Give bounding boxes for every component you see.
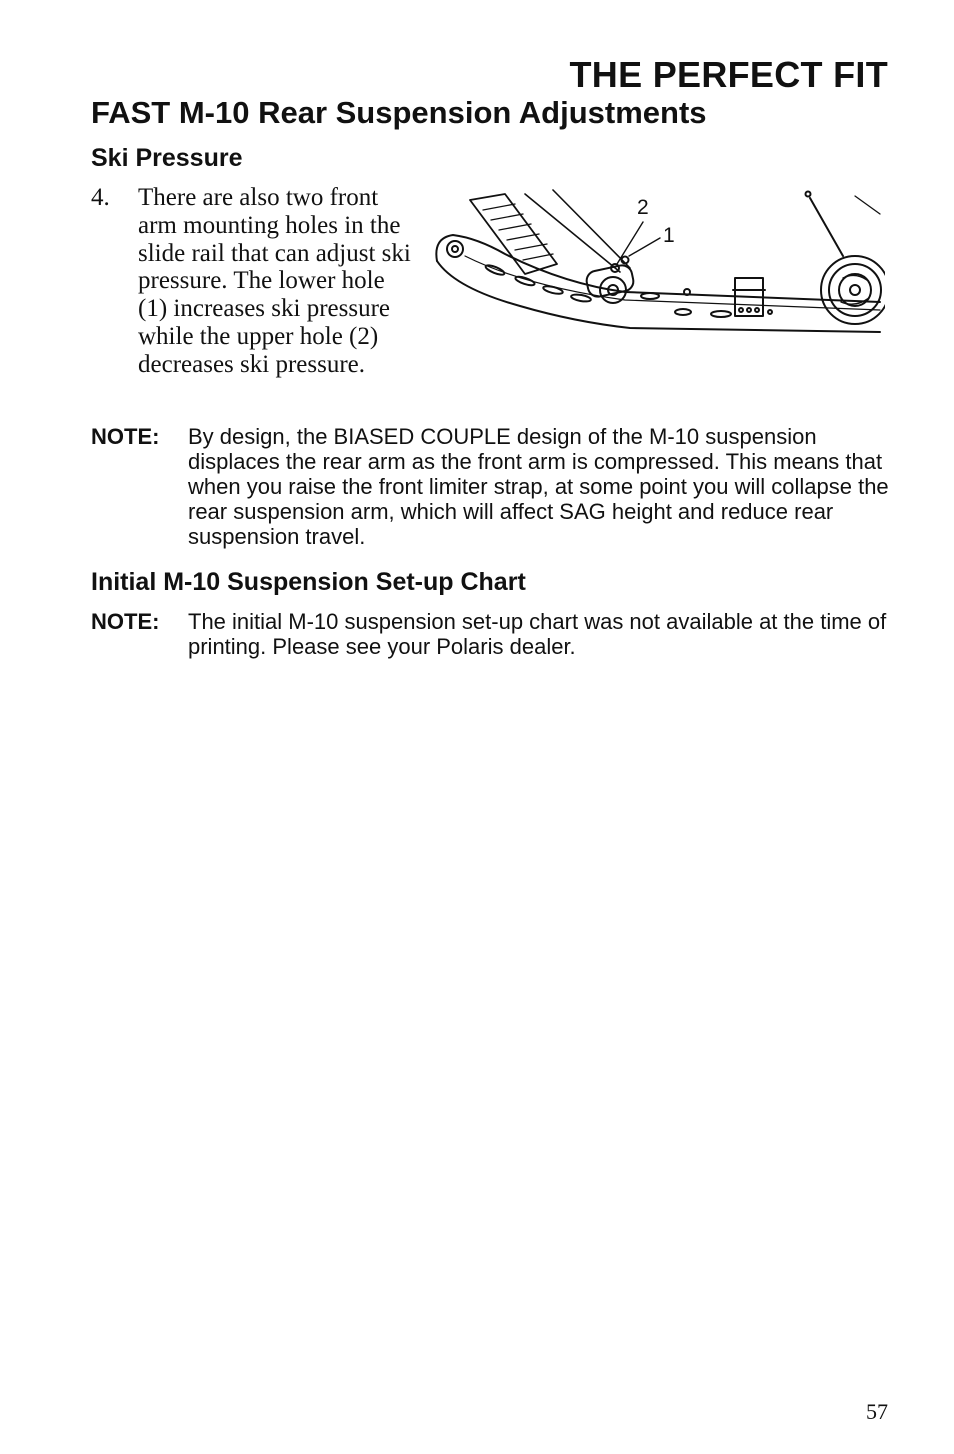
rail-tip-wheel <box>447 241 463 257</box>
slide-rail-drawing <box>425 186 885 346</box>
note-label: NOTE: <box>91 424 160 449</box>
page-number: 57 <box>866 1399 888 1424</box>
note-biased-couple <box>91 424 891 549</box>
step-text: There are also two front arm mounting holes in the slide rail that can adjust ski pressure. The lower hole (1) increases ski pressure while the upper hole (2) decreases ski pressure. <box>138 184 411 378</box>
section-title: FAST M-10 Rear Suspension Adjustments <box>91 95 707 130</box>
callout-2-label: 2 <box>637 196 649 219</box>
note-setup-chart <box>91 609 891 659</box>
step-number: 4. <box>91 184 110 211</box>
note-text: By design, the BIASED COUPLE design of the M-10 suspension displaces the rear arm as the front arm is compressed. This means that when you raise the front limiter strap, at some point you will collapse the rear suspension arm, which will affect SAG height and reduce rear suspension travel. <box>188 424 889 549</box>
front-arm <box>525 190 630 272</box>
note-label: NOTE: <box>91 609 160 634</box>
setup-chart-heading: Initial M-10 Suspension Set-up Chart <box>91 568 526 596</box>
callout-1-leader <box>629 238 660 256</box>
ski-pressure-heading: Ski Pressure <box>91 144 243 172</box>
idler-wheel <box>821 256 885 324</box>
chapter-title: THE PERFECT FIT <box>569 54 888 95</box>
slide-rail-illustration <box>425 186 885 346</box>
callout-2-leader <box>617 222 643 264</box>
step-4 <box>91 184 411 379</box>
note-text: The initial M-10 suspension set-up chart was not available at the time of printing. Please see your Polaris dealer. <box>188 609 887 659</box>
shock-body <box>470 194 557 274</box>
callout-1-label: 1 <box>663 224 675 247</box>
rear-arm <box>810 198 843 256</box>
